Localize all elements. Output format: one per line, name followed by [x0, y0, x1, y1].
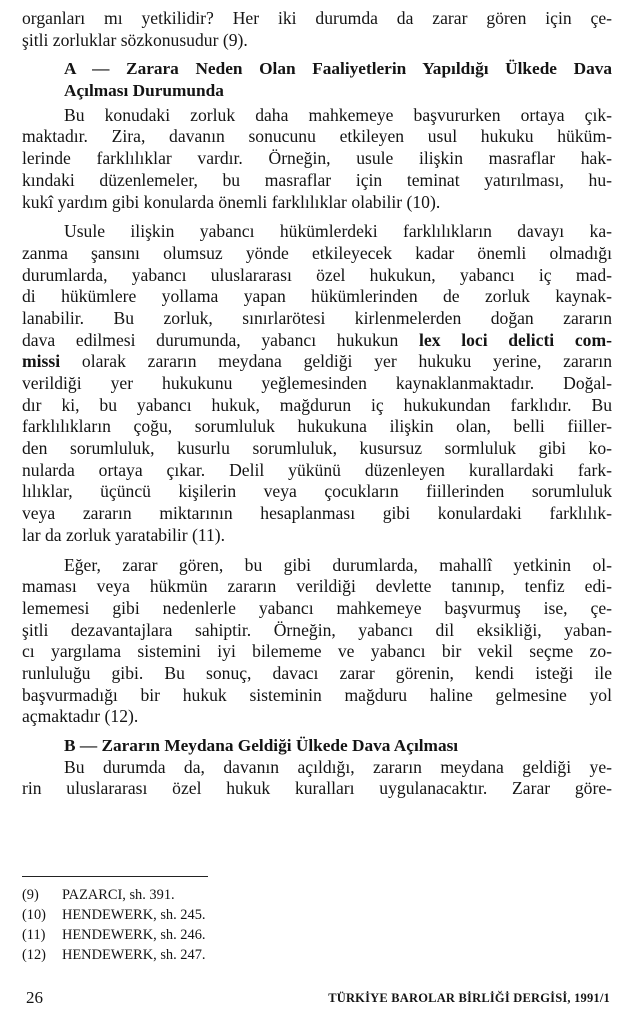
section-a-paragraph-3	[22, 555, 612, 729]
latin-term: missi	[22, 351, 61, 372]
text-line: maması veya hükmün zararın verildiği devlette tanınıp, tenfiz edi-	[22, 576, 612, 597]
text-line: kındaki düzenlemeler, bu masraflar için teminat yatırılması, hu-	[22, 169, 612, 190]
text-line: lanabilir. Bu zorluk, sınırlarötesi kirlenmelerden doğan zararın	[22, 307, 612, 328]
text-segment: dava edilmesi durumunda, yabancı hukukun	[22, 329, 420, 350]
text-line: durumlarda, yabancı uluslararası özel hukukun, yabancı iç mad-	[22, 264, 612, 285]
text-line: lar da zorluk yaratabilir (11).	[22, 524, 226, 545]
page-body	[22, 8, 612, 800]
text-line: farklılıkların çoğu, sorumluluk hukukuna ilişkin olan, belli fiiller-	[22, 416, 612, 437]
text-line: cı yargılama sistemini iyi bilememe ve yabancı bir vekil seçme zo-	[22, 641, 612, 662]
text-segment: olarak zararın meydana geldiği yer hukuku yerine, zararın	[60, 351, 612, 372]
text-line: maktadır. Zira, davanın sonucunu etkileyen usul hukuku hüküm-	[22, 126, 612, 147]
text-line: veya zararın miktarının hesaplanması gibi konulardaki farklılık-	[22, 503, 612, 524]
latin-term: lex loci delicti com-	[419, 329, 612, 350]
text-line: kukî yardım gibi konularda önemli farklılıklar olabilir (10).	[22, 191, 441, 212]
text-line: organları mı yetkilidir? Her iki durumda da zarar gören için çe-	[22, 8, 612, 28]
text-line: şitli dezavantajlara sahiptir. Örneğin, yabancı dil eksikliği, yaban-	[22, 619, 612, 640]
footnote-number: (11)	[22, 927, 46, 943]
text-line: rin uluslararası özel hukuk kuralları uygulanacaktır. Zarar göre-	[22, 778, 612, 799]
text-line: açmaktadır (12).	[22, 706, 139, 727]
journal-title: TÜRKİYE BAROLAR BİRLİĞİ DERGİSİ, 1991/1	[328, 991, 610, 1005]
text-line: dır ki, bu yabancı hukuk, mağdurun iç hukukundan farklıdır. Bu	[22, 394, 612, 415]
text-line: verildiği yer hukukunu yeğlemesinden kaynaklanmaktadır. Doğal-	[22, 373, 612, 393]
text-line: başvurmadığı bir hukuk sisteminin mağduru haline gelmesine yol	[22, 684, 612, 705]
text-line: Bu durumda da, davanın açıldığı, zararın meydana geldiği ye-	[64, 756, 612, 777]
text-line: lerinde farklılıklar vardır. Örneğin, usule ilişkin masraflar hak-	[22, 148, 612, 169]
text-line: şitli zorluklar sözkonusudur (9).	[22, 29, 248, 50]
text-line: den sorumluluk, kusurlu sorumluluk, kusursuz sormluluk gibi ko-	[22, 438, 612, 459]
page-footer	[22, 988, 612, 1010]
footnote-divider	[22, 876, 208, 877]
heading-line: B — Zararın Meydana Geldiği Ülkede Dava Açılması	[64, 736, 459, 755]
text-line: Usule ilişkin yabancı hükümlerdeki farklılıkların davayı ka-	[64, 221, 612, 242]
section-a-paragraph-2	[22, 221, 612, 546]
footnote-text: PAZARCI, sh. 391.	[62, 887, 175, 903]
heading-line: Açılması Durumunda	[64, 81, 224, 101]
footnote-text: HENDEWERK, sh. 245.	[62, 907, 206, 923]
intro-paragraph	[22, 8, 612, 51]
text-line	[22, 330, 612, 352]
section-b-paragraph-1	[22, 757, 612, 800]
section-a-paragraph-1	[22, 105, 612, 213]
text-line: lememesi gibi nedenlerle yabancı mahkemeye başvurmuş ise, çe-	[22, 597, 612, 618]
text-line: zanma şansını olumsuz yönde etkileyecek kadar önemli olmadığı	[22, 242, 612, 263]
text-line: lılıklar, üçüncü kişilerin veya çocukların fiillerinden sorumluluk	[22, 481, 612, 502]
footnote-item	[22, 945, 322, 965]
text-line	[22, 351, 612, 373]
heading-line: A — Zarara Neden Olan Faaliyetlerin Yapıldığı Ülkede Dava	[64, 59, 612, 79]
text-line: runluluğu gibi. Bu sonuç, davacı zarar görenin, kendi isteği ile	[22, 662, 612, 683]
footnote-item	[22, 885, 322, 905]
footnote-item	[22, 925, 322, 945]
page-number: 26	[26, 988, 43, 1007]
footnote-number: (9)	[22, 887, 39, 903]
section-a-heading	[22, 58, 612, 101]
footnotes	[22, 885, 322, 965]
footnote-item	[22, 905, 322, 925]
text-line: Bu konudaki zorluk daha mahkemeye başvururken ortaya çık-	[64, 104, 612, 125]
footnote-number: (10)	[22, 907, 46, 923]
text-line: Eğer, zarar gören, bu gibi durumlarda, mahallî yetkinin ol-	[64, 554, 612, 575]
section-b-heading	[22, 735, 612, 757]
text-line: nularda ortaya çıkar. Delil yükünü düzenleyen kurallardaki fark-	[22, 459, 612, 480]
footnote-text: HENDEWERK, sh. 246.	[62, 927, 206, 943]
footnote-number: (12)	[22, 947, 46, 963]
text-line: di hükümlere yollama yapan hükümlerinden de zorluk kaynak-	[22, 286, 612, 307]
footnote-text: HENDEWERK, sh. 247.	[62, 947, 206, 963]
